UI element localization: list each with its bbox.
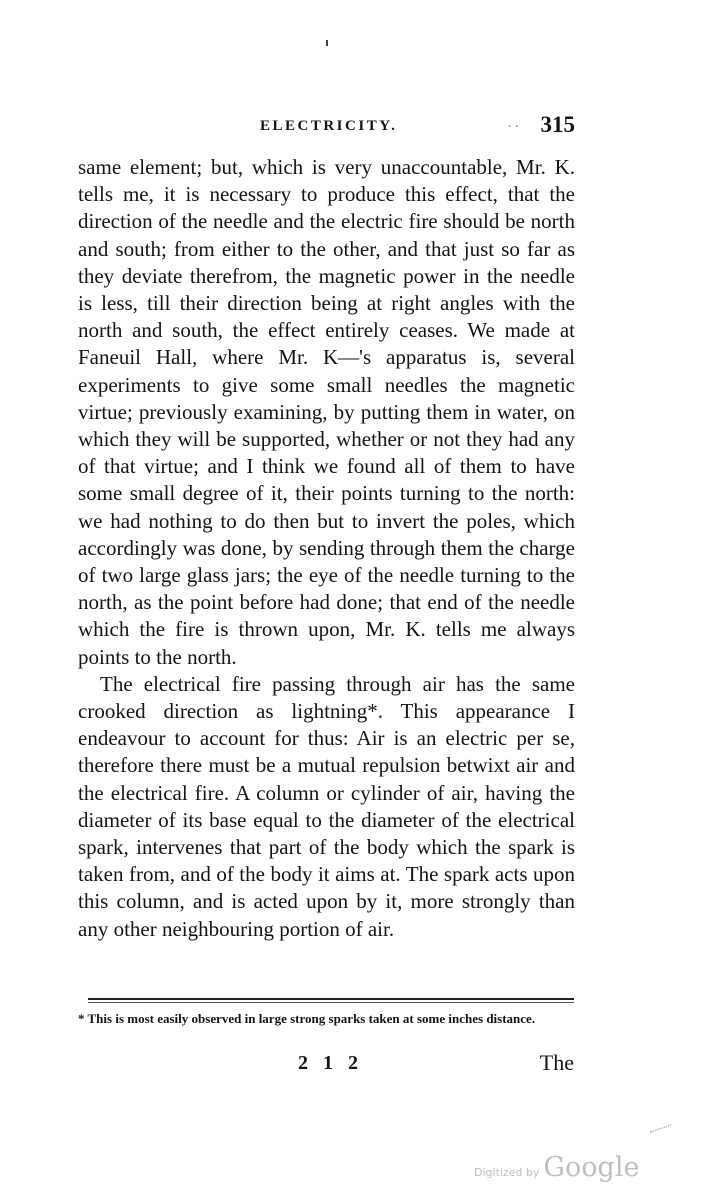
paragraph-1: same element; but, which is very unaccountable, Mr. K. tells me, it is necessary to produce this effect, that the direction of the needle and the electric fire should be north and south; from either to the other, and that just so far as they deviate therefrom, the magnetic power in the needle is less, till their direction being at right angles with the north and south, the effect entirely ceases. We made at Faneuil Hall, where Mr. K—'s apparatus is, several experiments to give some small needles the magnetic virtue; previously examining, by putting them in water, on which they will be supported, whether or not they had any of that virtue; and I think we found all of them to have some small degree of it, their points turning to the north: we had nothing to do then but to invert the poles, which accordingly was done, by sending through them the charge of two large glass jars; the eye of the needle turning to the north, as the point before had done; that end of the needle which the fire is thrown upon, Mr. K. tells me always points to the north. bbox=[78, 155, 575, 669]
footnote-rule bbox=[88, 998, 574, 1000]
running-title: ELECTRICITY. bbox=[260, 118, 398, 134]
catchword: The bbox=[539, 1050, 574, 1075]
watermark-prefix: Digitized by bbox=[474, 1166, 540, 1179]
header-dots: . . bbox=[508, 116, 519, 131]
page-number: 315 bbox=[540, 112, 575, 137]
scan-mark bbox=[650, 1124, 672, 1136]
body-text bbox=[78, 154, 575, 943]
footnote: * This is most easily observed in large strong sparks taken at some inches distance. bbox=[78, 1011, 536, 1026]
signature-mark: 2 1 2 bbox=[298, 1052, 363, 1074]
watermark-brand: Google bbox=[543, 1152, 640, 1183]
page-header bbox=[78, 112, 575, 142]
footnote-rule-thin bbox=[88, 1002, 574, 1003]
scan-speck bbox=[326, 40, 328, 46]
paragraph-2: The electrical fire passing through air has the same crooked direction as lightning*. This appearance I endeavour to account for thus: Air is an electric per se, therefore there must be a mutual repulsion betwixt air and the electrical fire. A column or cylinder of air, having the diameter of its base equal to the diameter of the electrical spark, intervenes that part of the body which the spark is taken from, and of the body it aims at. The spark acts upon this column, and is acted upon by it, more strongly than any other neighbouring portion of air. bbox=[78, 671, 575, 941]
digitized-watermark bbox=[474, 1152, 639, 1183]
